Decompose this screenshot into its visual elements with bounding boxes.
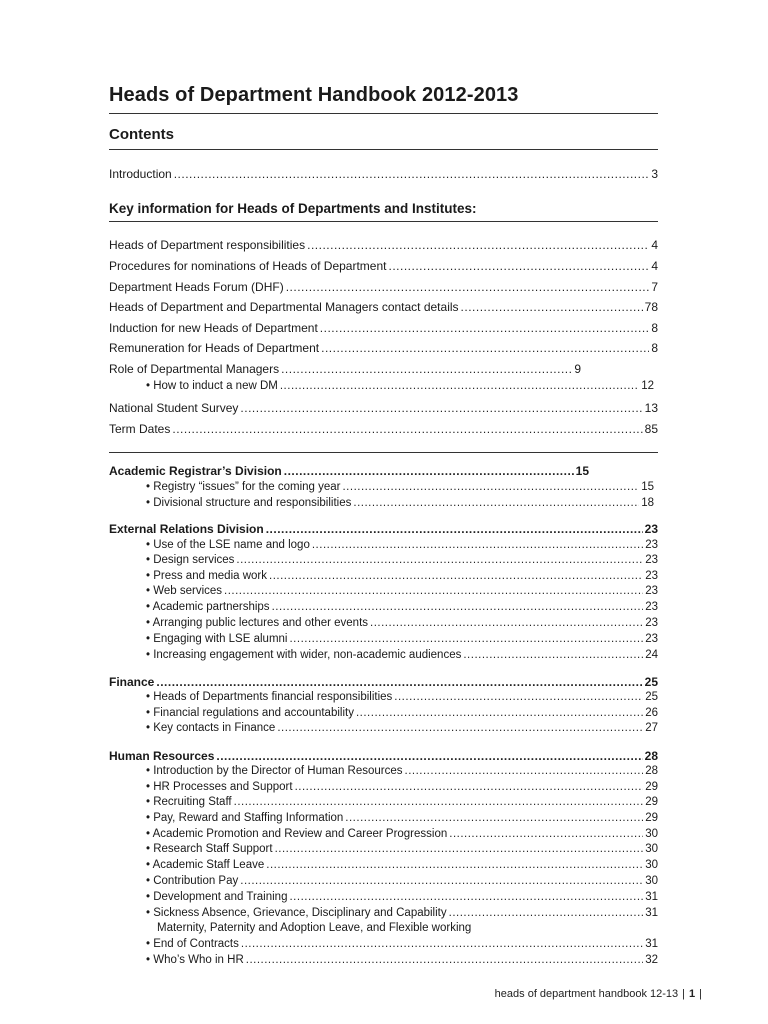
dot-leader (312, 538, 643, 553)
toc-page-number: 15 (575, 464, 589, 478)
toc-label: • Research Staff Support (146, 843, 273, 855)
toc-label: Induction for new Heads of Department (109, 321, 318, 335)
toc-subentry[interactable] (146, 827, 658, 842)
toc-label: • Key contacts in Finance (146, 722, 276, 734)
key-information-rule (109, 221, 658, 222)
toc-subentry[interactable] (146, 584, 658, 599)
toc-entry[interactable] (109, 400, 658, 416)
toc-page-number: 31 (645, 938, 658, 950)
toc-page-number: 28 (644, 749, 658, 763)
toc-page-number: 30 (645, 828, 658, 840)
dot-leader (405, 764, 644, 779)
toc-label: Remuneration for Heads of Department (109, 341, 320, 355)
dot-leader (281, 361, 572, 377)
toc-subentry[interactable] (146, 811, 658, 826)
footer-separator-end: | (699, 988, 702, 1000)
toc-page-number: 8 (651, 321, 658, 335)
toc-label: • Recruiting Staff (146, 796, 232, 808)
section-divider (109, 452, 658, 453)
toc-page-number: 28 (645, 765, 658, 777)
toc-section-registrar[interactable] (109, 463, 589, 479)
dot-leader (266, 521, 643, 537)
toc-label: • Registry “issues” for the coming year (146, 481, 341, 493)
toc-label: National Student Survey (109, 401, 239, 415)
toc-label: • Pay, Reward and Staffing Information (146, 812, 344, 824)
dot-leader (289, 632, 643, 647)
toc-entry[interactable] (109, 361, 581, 377)
page-title: Heads of Department Handbook 2012-2013 (109, 84, 519, 106)
dot-leader (461, 299, 643, 315)
dot-leader (449, 906, 644, 921)
toc-label: Heads of Department and Departmental Managers contact details (109, 300, 459, 314)
dot-leader (388, 258, 649, 274)
dot-leader (353, 496, 639, 511)
dot-leader (172, 421, 642, 437)
dot-leader (280, 379, 639, 394)
dot-leader (216, 748, 642, 764)
toc-label: • Divisional structure and responsibilities (146, 497, 352, 509)
contents-heading: Contents (109, 126, 174, 143)
dot-leader (342, 480, 639, 495)
toc-page-number: 30 (645, 875, 658, 887)
toc-page-number: 26 (645, 707, 658, 719)
toc-page-number: 8 (651, 341, 658, 355)
toc-label: • Use of the LSE name and logo (146, 539, 310, 551)
page-footer (0, 988, 706, 1000)
toc-label: • Design services (146, 554, 235, 566)
toc-page-number: 23 (645, 554, 658, 566)
dot-leader (234, 795, 644, 810)
toc-label: • Press and media work (146, 570, 267, 582)
toc-page-number: 9 (574, 362, 581, 376)
toc-label: Term Dates (109, 422, 171, 436)
toc-page-number: 30 (645, 843, 658, 855)
toc-label: • Academic Promotion and Review and Career Progression (146, 828, 448, 840)
toc-section-finance[interactable] (109, 674, 658, 690)
toc-page-number: 29 (645, 796, 658, 808)
dot-leader (246, 953, 643, 968)
contents-rule (109, 149, 658, 150)
toc-label: • Arranging public lectures and other events (146, 617, 369, 629)
footer-page-number: 1 (689, 988, 696, 1000)
toc-subentry[interactable] (146, 890, 658, 905)
dot-leader (236, 553, 643, 568)
toc-page-number: 3 (651, 167, 658, 181)
toc-subentry[interactable] (146, 616, 658, 631)
toc-label: • Who’s Who in HR (146, 954, 244, 966)
toc-page-number: 29 (645, 812, 658, 824)
toc-label: Finance (109, 675, 155, 689)
dot-leader (394, 690, 643, 705)
toc-subentry[interactable] (146, 721, 658, 736)
toc-subentry[interactable] (146, 874, 658, 889)
dot-leader (241, 937, 643, 952)
toc-page-number: 24 (645, 649, 658, 661)
dot-leader (370, 616, 643, 631)
toc-subentry[interactable] (146, 764, 658, 779)
dot-leader (345, 811, 643, 826)
dot-leader (449, 827, 643, 842)
toc-subentry-continuation[interactable] (157, 921, 657, 936)
dot-leader (463, 648, 643, 663)
toc-label: • Engaging with LSE alumni (146, 633, 288, 645)
toc-label: • Sickness Absence, Grievance, Disciplinary and Capability (146, 907, 447, 919)
toc-entry[interactable] (109, 340, 658, 356)
toc-subentry[interactable] (146, 553, 658, 568)
dot-leader (356, 706, 643, 721)
toc-page-number: 78 (644, 300, 658, 314)
toc-page-number: 29 (645, 781, 658, 793)
toc-page-number: 23 (644, 522, 658, 536)
toc-label: Heads of Department responsibilities (109, 238, 306, 252)
toc-label: • End of Contracts (146, 938, 239, 950)
toc-label: Human Resources (109, 749, 215, 763)
toc-label: Procedures for nominations of Heads of Department (109, 259, 387, 273)
toc-label: Department Heads Forum (DHF) (109, 280, 284, 294)
dot-leader (284, 463, 574, 479)
title-rule (109, 113, 658, 114)
toc-page-number: 85 (644, 422, 658, 436)
footer-text: heads of department handbook 12-13 (494, 988, 679, 1000)
toc-label: Maternity, Paternity and Adoption Leave, and Flexible working (157, 922, 472, 934)
dot-leader (289, 890, 643, 905)
toc-page-number: 32 (645, 954, 658, 966)
dot-leader (156, 674, 642, 690)
toc-label: • Financial regulations and accountability (146, 707, 354, 719)
dot-leader (277, 721, 643, 736)
dot-leader (266, 858, 643, 873)
dot-leader (272, 600, 644, 615)
toc-page-number: 15 (641, 481, 654, 493)
dot-leader (286, 279, 650, 295)
toc-label: • Heads of Departments financial responsibilities (146, 691, 393, 703)
dot-leader (224, 584, 643, 599)
toc-label: • How to induct a new DM (146, 380, 278, 392)
toc-label: External Relations Division (109, 522, 264, 536)
toc-page-number: 4 (651, 238, 658, 252)
toc-subentry[interactable] (146, 569, 658, 584)
toc-subentry[interactable] (146, 953, 658, 968)
dot-leader (295, 780, 644, 795)
toc-subentry[interactable] (146, 842, 658, 857)
toc-page-number: 31 (645, 891, 658, 903)
toc-entry[interactable] (109, 299, 658, 315)
toc-entry[interactable] (109, 279, 658, 295)
toc-entry-introduction[interactable] (109, 166, 658, 182)
toc-entry[interactable] (109, 421, 658, 437)
toc-section-human-resources[interactable] (109, 748, 658, 764)
toc-label: • Contribution Pay (146, 875, 239, 887)
toc-section-external-relations[interactable] (109, 521, 658, 537)
toc-entry[interactable] (109, 258, 658, 274)
toc-subentry[interactable] (146, 538, 658, 553)
toc-page-number: 12 (641, 380, 654, 392)
toc-page-number: 31 (645, 907, 658, 919)
toc-subentry[interactable] (146, 858, 658, 873)
toc-page-number: 4 (651, 259, 658, 273)
toc-page-number: 18 (641, 497, 654, 509)
toc-entry[interactable] (109, 320, 658, 336)
toc-label: • HR Processes and Support (146, 781, 293, 793)
toc-page-number: 13 (644, 401, 658, 415)
toc-page-number: 23 (645, 617, 658, 629)
toc-subentry[interactable] (146, 600, 658, 615)
key-information-heading: Key information for Heads of Departments and Institutes: (109, 201, 477, 216)
toc-label: • Academic partnerships (146, 601, 270, 613)
dot-leader (240, 874, 643, 889)
toc-page-number: 23 (645, 633, 658, 645)
toc-label: Academic Registrar’s Division (109, 464, 282, 478)
toc-subentry[interactable] (146, 706, 658, 721)
toc-subentry[interactable] (146, 648, 658, 663)
toc-label: • Development and Training (146, 891, 288, 903)
toc-page-number: 23 (645, 585, 658, 597)
dot-leader (275, 842, 644, 857)
toc-subentry[interactable] (146, 780, 658, 795)
dot-leader (320, 320, 650, 336)
toc-page-number: 7 (651, 280, 658, 294)
toc-subentry[interactable] (146, 906, 658, 921)
toc-subentry[interactable] (146, 480, 654, 495)
dot-leader (307, 237, 649, 253)
toc-subentry[interactable] (146, 937, 658, 952)
toc-subentry[interactable] (146, 795, 658, 810)
toc-subentry[interactable] (146, 690, 658, 705)
toc-page-number: 23 (645, 570, 658, 582)
dot-leader (174, 166, 650, 182)
toc-label: • Academic Staff Leave (146, 859, 265, 871)
toc-page-number: 23 (645, 539, 658, 551)
dot-leader (321, 340, 649, 356)
toc-page-number: 25 (644, 675, 658, 689)
toc-label: • Introduction by the Director of Human Resources (146, 765, 403, 777)
toc-page-number: 23 (645, 601, 658, 613)
footer-separator: | (682, 988, 686, 1000)
toc-page-number: 25 (645, 691, 658, 703)
dot-leader (240, 400, 642, 416)
toc-entry[interactable] (109, 237, 658, 253)
toc-subentry[interactable] (146, 379, 654, 394)
toc-subentry[interactable] (146, 496, 654, 511)
toc-label: Role of Departmental Managers (109, 362, 280, 376)
toc-label: • Increasing engagement with wider, non-academic audiences (146, 649, 462, 661)
toc-subentry[interactable] (146, 632, 658, 647)
dot-leader (269, 569, 643, 584)
toc-label: Introduction (109, 167, 172, 181)
toc-page-number: 27 (645, 722, 658, 734)
toc-label: • Web services (146, 585, 223, 597)
toc-page-number: 30 (645, 859, 658, 871)
